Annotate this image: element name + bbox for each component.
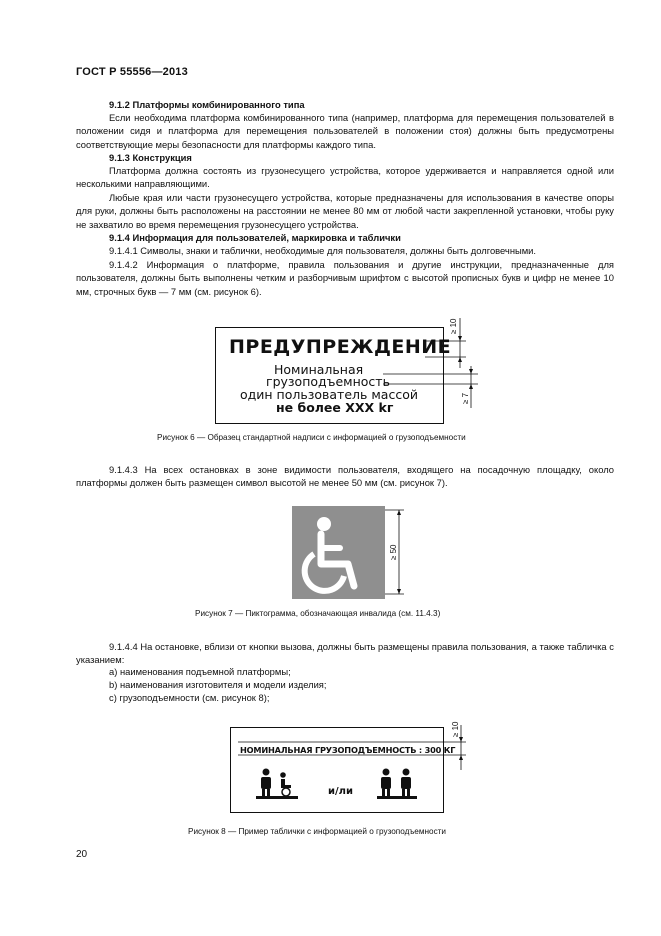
figure-6-line-3: грузоподъемность bbox=[266, 374, 390, 389]
page-number: 20 bbox=[76, 849, 88, 860]
figure-6-warning-heading: ПРЕДУПРЕЖДЕНИЕ bbox=[229, 336, 452, 358]
section-914-title: 9.1.4 Информация для пользователей, маркировка и таблички bbox=[109, 232, 401, 243]
section-912-title: 9.1.2 Платформы комбинированного типа bbox=[109, 99, 305, 110]
list-item-c: c) грузоподъемности (см. рисунок 8); bbox=[109, 692, 270, 703]
figure-6-line-2: Номинальная bbox=[274, 362, 364, 377]
section-9144-paragraph: 9.1.4.4 На остановке, вблизи от кнопки вызова, должны быть размещены правила пользования, а также табличка с указанием: bbox=[76, 641, 614, 666]
list-item-b: b) наименования изготовителя и модели изделия; bbox=[109, 679, 327, 690]
figure-6-dim-lower: ≥ 7 bbox=[461, 392, 470, 404]
figure-6-line-4: один пользователь массой bbox=[240, 387, 418, 402]
figure-6-line-5: не более XXX kг bbox=[276, 400, 394, 415]
figure-8-title: НОМИНАЛЬНАЯ ГРУЗОПОДЪЕМНОСТЬ : 300 КГ bbox=[240, 745, 456, 755]
figure-7-dim: ≥ 50 bbox=[389, 544, 398, 560]
document-header: ГОСТ Р 55556—2013 bbox=[76, 66, 188, 78]
standing-person-icon bbox=[381, 769, 391, 797]
figure-7-caption: Рисунок 7 — Пиктограмма, обозначающая инвалида (см. 11.4.3) bbox=[195, 609, 441, 618]
section-9141-paragraph: 9.1.4.1 Символы, знаки и таблички, необходимые для пользователя, должны быть долговечными. bbox=[109, 245, 537, 256]
figure-6-dim-caps: ≥ 10 bbox=[449, 318, 458, 334]
wheelchair-user-icon bbox=[280, 772, 291, 796]
section-913-paragraph-2: Любые края или части грузонесущего устройства, которые предназначены для использования в качестве опоры для руки, должны быть расположены на расстоянии не менее 80 мм от любой части закрепленной установки, чтобы руку не захватило во время перемещения грузонесущего устройства. bbox=[76, 192, 614, 230]
section-913-title: 9.1.3 Конструкция bbox=[109, 152, 192, 163]
figure-8-dim: ≥ 10 bbox=[451, 721, 460, 737]
figure-8-or-text: и/ли bbox=[328, 786, 353, 797]
list-item-a: a) наименования подъемной платформы; bbox=[109, 666, 291, 677]
figure-8-caption: Рисунок 8 — Пример таблички с информацией о грузоподъемности bbox=[188, 827, 446, 836]
section-9143-paragraph: 9.1.4.3 На всех остановках в зоне видимости пользователя, входящего на посадочную площадку, около платформы должен быть размещен символ высотой не менее 50 мм (см. рисунок 7). bbox=[76, 464, 614, 489]
standing-person-icon bbox=[261, 769, 271, 797]
figure-6-caption: Рисунок 6 — Образец стандартной надписи с информацией о грузоподъемности bbox=[157, 433, 466, 442]
section-912-paragraph: Если необходима платформа комбинированного типа (например, платформа для перемещения пользователей в положении сидя и платформа для перемещения пользователей в положении стоя) должны быть предусмотрены соответствующие меры безопасности для платформы каждого типа. bbox=[76, 112, 614, 150]
section-9142-paragraph: 9.1.4.2 Информация о платформе, правила пользования и другие инструкции, предназначенные для пользователя, должны быть выполнены четким и разборчивым шрифтом с высотой прописных букв и цифр не менее 10 мм, строчных букв — 7 мм (см. рисунок 6). bbox=[76, 259, 614, 297]
standing-person-icon bbox=[401, 769, 411, 797]
section-913-paragraph-1: Платформа должна состоять из грузонесущего устройства, которое удерживается и направляется одной или несколькими направляющими. bbox=[76, 165, 614, 190]
